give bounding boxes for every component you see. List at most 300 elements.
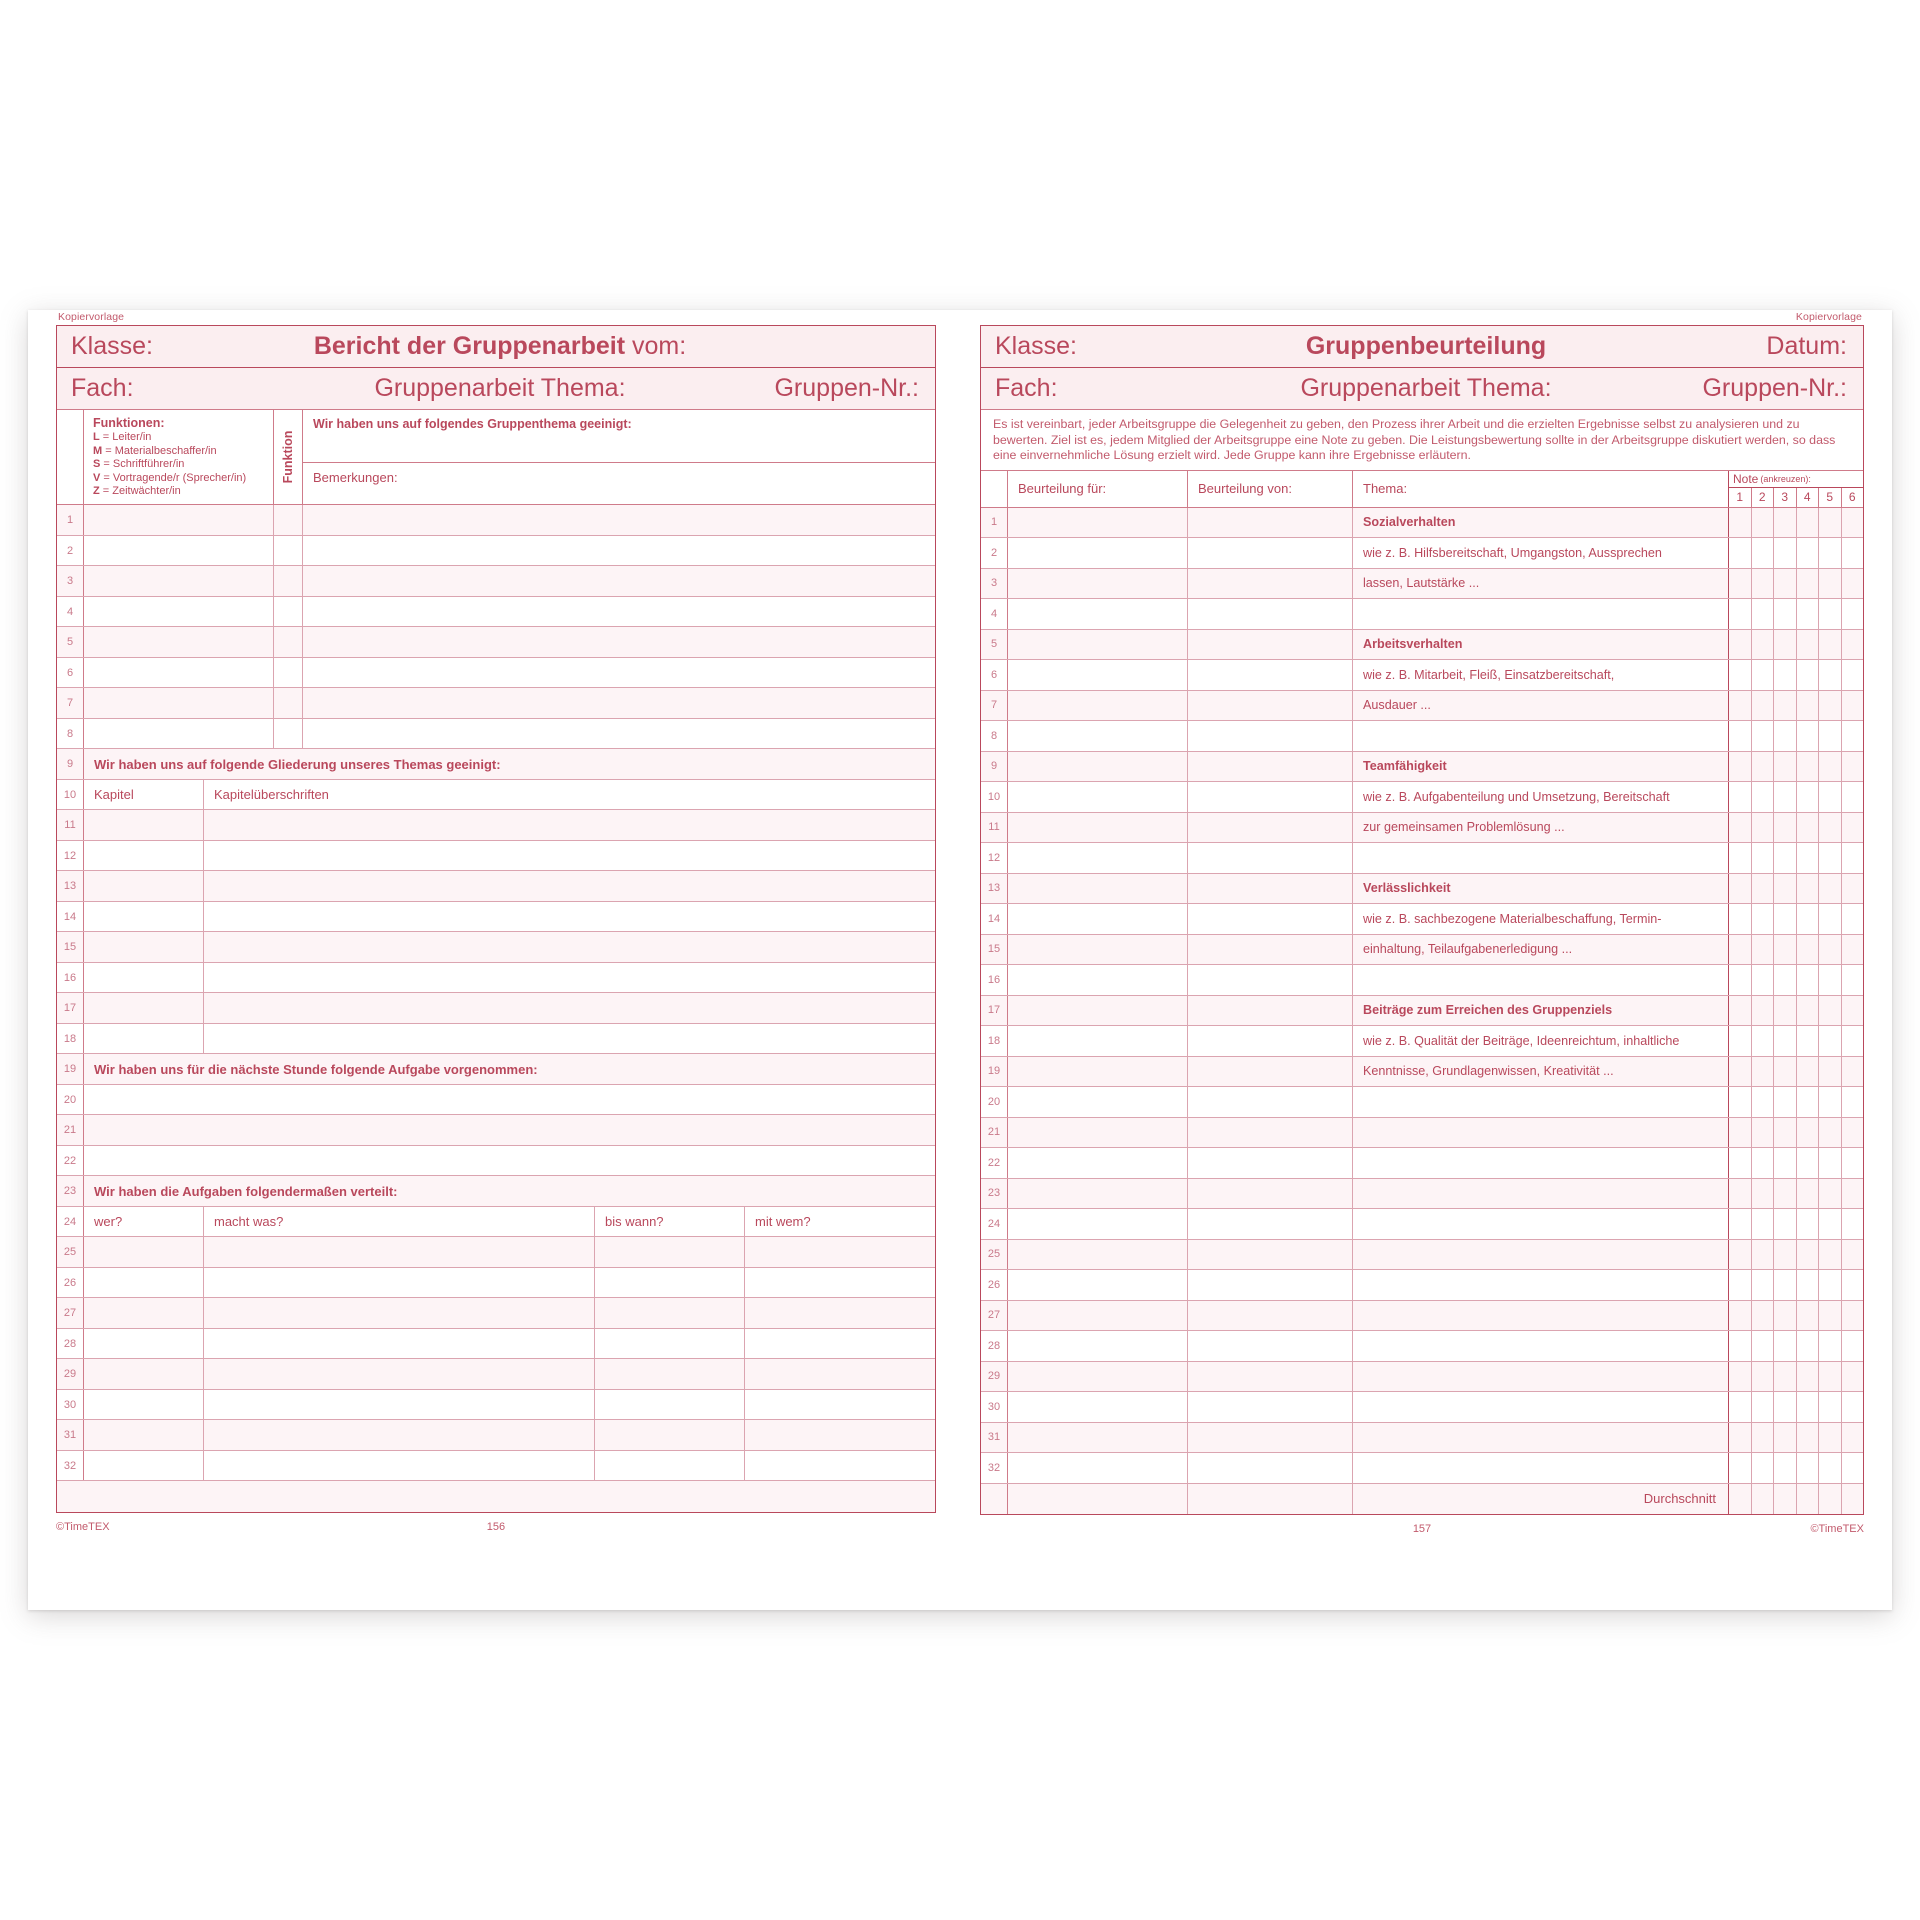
- bis-wann-cell[interactable]: [595, 1329, 745, 1359]
- thema-cell[interactable]: Ausdauer ...: [1363, 698, 1431, 713]
- grade-cell[interactable]: [1774, 1209, 1797, 1239]
- thema-cell[interactable]: [1353, 1148, 1728, 1178]
- grade-cell[interactable]: [1774, 1148, 1797, 1178]
- mit-wem-cell[interactable]: [745, 1268, 935, 1298]
- beurteilung-von-cell[interactable]: [1188, 1423, 1353, 1453]
- grade-cells[interactable]: [1728, 721, 1863, 751]
- grade-cell[interactable]: [1797, 599, 1820, 629]
- grade-cell[interactable]: [1752, 599, 1775, 629]
- table-row[interactable]: [981, 1453, 1863, 1484]
- table-row[interactable]: [57, 627, 935, 658]
- grade-cell[interactable]: [1842, 1240, 1864, 1270]
- grade-cell[interactable]: [1797, 904, 1820, 934]
- kapitel-titel-cell[interactable]: [204, 810, 935, 840]
- bis-wann-cell[interactable]: [595, 1420, 745, 1450]
- grade-cells[interactable]: [1728, 1209, 1863, 1239]
- grade-cell[interactable]: [1774, 630, 1797, 660]
- wer-cell[interactable]: [84, 1298, 204, 1328]
- grade-cells[interactable]: [1728, 508, 1863, 538]
- grade-cell[interactable]: [1774, 1240, 1797, 1270]
- member-name-cell[interactable]: [84, 566, 274, 596]
- beurteilung-von-cell[interactable]: [1188, 538, 1353, 568]
- table-row[interactable]: [981, 1118, 1863, 1149]
- bis-wann-cell[interactable]: [595, 1268, 745, 1298]
- grade-cell[interactable]: [1797, 874, 1820, 904]
- grade-cell[interactable]: [1752, 630, 1775, 660]
- member-funktion-cell[interactable]: [274, 658, 303, 688]
- table-row[interactable]: [981, 843, 1863, 874]
- grade-cells[interactable]: [1728, 660, 1863, 690]
- table-row[interactable]: [981, 813, 1863, 844]
- thema-cell[interactable]: zur gemeinsamen Problemlösung ...: [1363, 820, 1565, 835]
- beurteilung-fuer-cell[interactable]: [1008, 569, 1188, 599]
- bis-wann-cell[interactable]: [595, 1237, 745, 1267]
- member-name-cell[interactable]: [84, 627, 274, 657]
- beurteilung-von-cell[interactable]: [1188, 782, 1353, 812]
- member-note-cell[interactable]: [303, 658, 935, 688]
- grade-cell[interactable]: [1729, 599, 1752, 629]
- grade-cell[interactable]: [1752, 538, 1775, 568]
- grade-cell[interactable]: [1774, 660, 1797, 690]
- kapitel-cell[interactable]: [84, 871, 204, 901]
- grade-cell[interactable]: [1752, 721, 1775, 751]
- grade-cell[interactable]: [1819, 1148, 1842, 1178]
- wer-cell[interactable]: [84, 1268, 204, 1298]
- beurteilung-von-cell[interactable]: [1188, 599, 1353, 629]
- thema-cell[interactable]: [1353, 1087, 1728, 1117]
- grade-cell[interactable]: [1774, 935, 1797, 965]
- mit-wem-cell[interactable]: [745, 1359, 935, 1389]
- grade-cell[interactable]: [1842, 904, 1864, 934]
- thema-cell[interactable]: [1353, 721, 1728, 751]
- beurteilung-fuer-cell[interactable]: [1008, 1179, 1188, 1209]
- table-row[interactable]: [981, 1179, 1863, 1210]
- table-row[interactable]: [57, 871, 935, 902]
- grade-cell[interactable]: [1774, 508, 1797, 538]
- table-row[interactable]: [57, 566, 935, 597]
- beurteilung-fuer-cell[interactable]: [1008, 1423, 1188, 1453]
- grade-cell[interactable]: [1797, 1209, 1820, 1239]
- grade-cell[interactable]: [1819, 1057, 1842, 1087]
- member-funktion-cell[interactable]: [274, 688, 303, 718]
- beurteilung-fuer-cell[interactable]: [1008, 1270, 1188, 1300]
- grade-cell[interactable]: [1752, 1057, 1775, 1087]
- table-row[interactable]: [981, 538, 1863, 569]
- kapitel-titel-cell[interactable]: [204, 993, 935, 1023]
- grade-cell[interactable]: [1797, 630, 1820, 660]
- grade-cell[interactable]: [1797, 1057, 1820, 1087]
- table-row-trailing[interactable]: [57, 1481, 935, 1512]
- member-name-cell[interactable]: [84, 597, 274, 627]
- grade-cell[interactable]: [1842, 935, 1864, 965]
- grade-cell[interactable]: [1819, 1423, 1842, 1453]
- grade-cells[interactable]: [1728, 1331, 1863, 1361]
- grade-cell[interactable]: [1842, 1270, 1864, 1300]
- macht-was-cell[interactable]: [204, 1298, 595, 1328]
- member-note-cell[interactable]: [303, 627, 935, 657]
- grade-cell[interactable]: [1842, 1148, 1864, 1178]
- grade-cell[interactable]: [1819, 660, 1842, 690]
- grade-cell[interactable]: [1842, 569, 1864, 599]
- thema-cell[interactable]: [1353, 1392, 1728, 1422]
- grade-cells[interactable]: [1728, 874, 1863, 904]
- thema-cell[interactable]: Sozialverhalten: [1363, 515, 1456, 530]
- grade-cell[interactable]: [1797, 1331, 1820, 1361]
- grade-cell[interactable]: [1774, 1453, 1797, 1483]
- mit-wem-cell[interactable]: [745, 1237, 935, 1267]
- grade-cell[interactable]: [1752, 508, 1775, 538]
- grade-cell[interactable]: [1842, 1026, 1864, 1056]
- beurteilung-von-cell[interactable]: [1188, 1209, 1353, 1239]
- beurteilung-von-cell[interactable]: [1188, 1118, 1353, 1148]
- macht-was-cell[interactable]: [204, 1268, 595, 1298]
- grade-cell[interactable]: [1752, 1270, 1775, 1300]
- table-row[interactable]: [57, 1146, 935, 1177]
- beurteilung-von-cell[interactable]: [1188, 1148, 1353, 1178]
- thema-cell[interactable]: [1353, 1331, 1728, 1361]
- beurteilung-von-cell[interactable]: [1188, 874, 1353, 904]
- thema-cell[interactable]: Beiträge zum Erreichen des Gruppenziels: [1363, 1003, 1613, 1018]
- grade-cell[interactable]: [1729, 843, 1752, 873]
- grade-cell[interactable]: [1797, 569, 1820, 599]
- grade-cell[interactable]: [1752, 1392, 1775, 1422]
- grade-cell[interactable]: [1774, 1179, 1797, 1209]
- grade-cell[interactable]: [1774, 1484, 1797, 1515]
- grade-cells[interactable]: [1728, 752, 1863, 782]
- beurteilung-von-cell[interactable]: [1188, 1331, 1353, 1361]
- grade-cells[interactable]: [1728, 630, 1863, 660]
- thema-cell[interactable]: Verlässlichkeit: [1363, 881, 1451, 896]
- table-row[interactable]: [981, 1026, 1863, 1057]
- grade-cells[interactable]: [1728, 1453, 1863, 1483]
- grade-cells[interactable]: [1728, 1392, 1863, 1422]
- beurteilung-fuer-cell[interactable]: [1008, 996, 1188, 1026]
- table-row[interactable]: [57, 536, 935, 567]
- member-funktion-cell[interactable]: [274, 505, 303, 535]
- grade-cells[interactable]: [1728, 1057, 1863, 1087]
- beurteilung-von-cell[interactable]: [1188, 1453, 1353, 1483]
- grade-cell[interactable]: [1842, 538, 1864, 568]
- beurteilung-fuer-cell[interactable]: [1008, 965, 1188, 995]
- grade-cell[interactable]: [1774, 813, 1797, 843]
- table-row[interactable]: [981, 1331, 1863, 1362]
- grade-cells[interactable]: [1728, 1301, 1863, 1331]
- grade-cell[interactable]: [1842, 813, 1864, 843]
- table-row[interactable]: [981, 508, 1863, 539]
- beurteilung-von-cell[interactable]: [1188, 1087, 1353, 1117]
- member-note-cell[interactable]: [303, 688, 935, 718]
- grade-cell[interactable]: [1752, 1209, 1775, 1239]
- beurteilung-fuer-cell[interactable]: [1008, 1362, 1188, 1392]
- table-row[interactable]: [981, 721, 1863, 752]
- grade-cell[interactable]: [1729, 691, 1752, 721]
- grade-cell[interactable]: [1774, 1118, 1797, 1148]
- grade-cell[interactable]: [1842, 996, 1864, 1026]
- grade-cell[interactable]: [1774, 1392, 1797, 1422]
- thema-cell[interactable]: [1353, 1362, 1728, 1392]
- grade-cell[interactable]: [1752, 660, 1775, 690]
- macht-was-cell[interactable]: [204, 1420, 595, 1450]
- grade-cell[interactable]: [1774, 538, 1797, 568]
- grade-cell[interactable]: [1842, 1118, 1864, 1148]
- grade-cell[interactable]: [1752, 843, 1775, 873]
- table-row[interactable]: [57, 1085, 935, 1116]
- grade-cell[interactable]: [1842, 874, 1864, 904]
- grade-cell[interactable]: [1819, 569, 1842, 599]
- beurteilung-von-cell[interactable]: [1188, 996, 1353, 1026]
- beurteilung-fuer-cell[interactable]: [1008, 1087, 1188, 1117]
- grade-cells[interactable]: [1728, 843, 1863, 873]
- grade-cells[interactable]: [1728, 569, 1863, 599]
- aufgabe-cell[interactable]: [84, 1146, 935, 1176]
- beurteilung-fuer-cell[interactable]: [1008, 538, 1188, 568]
- grade-cells[interactable]: [1728, 935, 1863, 965]
- wer-cell[interactable]: [84, 1329, 204, 1359]
- grade-cell[interactable]: [1842, 721, 1864, 751]
- durchschnitt-grade-cells[interactable]: [1728, 1484, 1863, 1515]
- table-row[interactable]: [57, 1024, 935, 1055]
- member-note-cell[interactable]: [303, 505, 935, 535]
- grade-cell[interactable]: [1797, 1087, 1820, 1117]
- kapitel-cell[interactable]: [84, 932, 204, 962]
- table-row[interactable]: [57, 932, 935, 963]
- grade-cell[interactable]: [1819, 904, 1842, 934]
- grade-cell[interactable]: [1752, 1362, 1775, 1392]
- member-note-cell[interactable]: [303, 719, 935, 749]
- grade-cell[interactable]: [1729, 1118, 1752, 1148]
- grade-cells[interactable]: [1728, 1423, 1863, 1453]
- thema-cell[interactable]: einhaltung, Teilaufgabenerledigung ...: [1363, 942, 1573, 957]
- table-row[interactable]: [57, 1390, 935, 1421]
- grade-cell[interactable]: [1752, 1301, 1775, 1331]
- grade-cell[interactable]: [1729, 1331, 1752, 1361]
- grade-cell[interactable]: [1729, 904, 1752, 934]
- aufgabe-cell[interactable]: [84, 1115, 935, 1145]
- grade-cell[interactable]: [1752, 1026, 1775, 1056]
- grade-cell[interactable]: [1752, 874, 1775, 904]
- grade-cell[interactable]: [1819, 1392, 1842, 1422]
- grade-cell[interactable]: [1729, 1362, 1752, 1392]
- beurteilung-von-cell[interactable]: [1188, 1301, 1353, 1331]
- grade-cell[interactable]: [1842, 752, 1864, 782]
- grade-cell[interactable]: [1729, 1209, 1752, 1239]
- table-row[interactable]: [57, 1359, 935, 1390]
- thema-cell[interactable]: [1353, 1453, 1728, 1483]
- beurteilung-von-cell[interactable]: [1188, 1057, 1353, 1087]
- beurteilung-von-cell[interactable]: [1188, 569, 1353, 599]
- grade-cell[interactable]: [1819, 508, 1842, 538]
- kapitel-titel-cell[interactable]: [204, 871, 935, 901]
- grade-cell[interactable]: [1797, 965, 1820, 995]
- grade-cell[interactable]: [1842, 965, 1864, 995]
- grade-cell[interactable]: [1797, 1240, 1820, 1270]
- beurteilung-fuer-cell[interactable]: [1008, 874, 1188, 904]
- table-row[interactable]: [981, 1057, 1863, 1088]
- grade-cell[interactable]: [1842, 1301, 1864, 1331]
- kapitel-cell[interactable]: [84, 963, 204, 993]
- beurteilung-fuer-cell[interactable]: [1008, 752, 1188, 782]
- beurteilung-von-cell[interactable]: [1188, 965, 1353, 995]
- mit-wem-cell[interactable]: [745, 1329, 935, 1359]
- kapitel-titel-cell[interactable]: [204, 902, 935, 932]
- table-row[interactable]: [981, 1270, 1863, 1301]
- grade-cell[interactable]: [1797, 782, 1820, 812]
- thema-cell[interactable]: [1353, 599, 1728, 629]
- grade-cell[interactable]: [1729, 965, 1752, 995]
- beurteilung-von-cell[interactable]: [1188, 1270, 1353, 1300]
- grade-cell[interactable]: [1752, 752, 1775, 782]
- grade-cell[interactable]: [1774, 1423, 1797, 1453]
- grade-cell[interactable]: [1819, 1331, 1842, 1361]
- kapitel-titel-cell[interactable]: [204, 932, 935, 962]
- grade-cell[interactable]: [1819, 752, 1842, 782]
- grade-cell[interactable]: [1774, 752, 1797, 782]
- bis-wann-cell[interactable]: [595, 1390, 745, 1420]
- mit-wem-cell[interactable]: [745, 1451, 935, 1481]
- beurteilung-fuer-cell[interactable]: [1008, 1331, 1188, 1361]
- grade-cell[interactable]: [1729, 1453, 1752, 1483]
- grade-cell[interactable]: [1729, 569, 1752, 599]
- member-name-cell[interactable]: [84, 658, 274, 688]
- beurteilung-von-cell[interactable]: [1188, 935, 1353, 965]
- beurteilung-fuer-cell[interactable]: [1008, 1240, 1188, 1270]
- grade-cell[interactable]: [1819, 843, 1842, 873]
- grade-cells[interactable]: [1728, 1087, 1863, 1117]
- grade-cell[interactable]: [1752, 569, 1775, 599]
- kapitel-cell[interactable]: [84, 993, 204, 1023]
- beurteilung-von-cell[interactable]: [1188, 813, 1353, 843]
- grade-cells[interactable]: [1728, 1240, 1863, 1270]
- grade-cells[interactable]: [1728, 1362, 1863, 1392]
- grade-cell[interactable]: [1774, 569, 1797, 599]
- thema-cell[interactable]: [1353, 1240, 1728, 1270]
- beurteilung-von-cell[interactable]: [1188, 843, 1353, 873]
- beurteilung-fuer-cell[interactable]: [1008, 843, 1188, 873]
- grade-cell[interactable]: [1729, 1057, 1752, 1087]
- grade-cell[interactable]: [1819, 691, 1842, 721]
- grade-cells[interactable]: [1728, 782, 1863, 812]
- grade-cell[interactable]: [1797, 721, 1820, 751]
- grade-cells[interactable]: [1728, 1026, 1863, 1056]
- grade-cell[interactable]: [1797, 508, 1820, 538]
- kapitel-titel-cell[interactable]: [204, 1024, 935, 1054]
- table-row[interactable]: [57, 505, 935, 536]
- grade-cell[interactable]: [1797, 1270, 1820, 1300]
- table-row[interactable]: [981, 569, 1863, 600]
- wer-cell[interactable]: [84, 1390, 204, 1420]
- kapitel-cell[interactable]: [84, 810, 204, 840]
- grade-cell[interactable]: [1842, 660, 1864, 690]
- member-funktion-cell[interactable]: [274, 719, 303, 749]
- grade-cell[interactable]: [1842, 630, 1864, 660]
- grade-cell[interactable]: [1842, 508, 1864, 538]
- thema-cell[interactable]: Kenntnisse, Grundlagenwissen, Kreativität ...: [1363, 1064, 1614, 1079]
- thema-cell[interactable]: wie z. B. Qualität der Beiträge, Ideenreichtum, inhaltliche: [1363, 1033, 1680, 1048]
- table-row[interactable]: [981, 1392, 1863, 1423]
- member-name-cell[interactable]: [84, 688, 274, 718]
- member-funktion-cell[interactable]: [274, 597, 303, 627]
- grade-cell[interactable]: [1797, 843, 1820, 873]
- grade-cell[interactable]: [1819, 1362, 1842, 1392]
- grade-cell[interactable]: [1797, 752, 1820, 782]
- table-row[interactable]: [57, 1329, 935, 1360]
- beurteilung-fuer-cell[interactable]: [1008, 1118, 1188, 1148]
- thema-cell[interactable]: [1353, 1179, 1728, 1209]
- grade-cell[interactable]: [1729, 782, 1752, 812]
- grade-cell[interactable]: [1729, 508, 1752, 538]
- table-row[interactable]: [57, 1420, 935, 1451]
- grade-cell[interactable]: [1752, 1240, 1775, 1270]
- table-row[interactable]: [57, 719, 935, 750]
- grade-cell[interactable]: [1797, 1118, 1820, 1148]
- table-row[interactable]: [981, 904, 1863, 935]
- table-row[interactable]: [57, 1298, 935, 1329]
- grade-cell[interactable]: [1752, 1331, 1775, 1361]
- grade-cell[interactable]: [1797, 1423, 1820, 1453]
- kapitel-cell[interactable]: [84, 902, 204, 932]
- grade-cell[interactable]: [1842, 1179, 1864, 1209]
- table-row[interactable]: [57, 688, 935, 719]
- table-row[interactable]: [57, 1268, 935, 1299]
- mit-wem-cell[interactable]: [745, 1420, 935, 1450]
- grade-cell[interactable]: [1797, 660, 1820, 690]
- grade-cell[interactable]: [1797, 538, 1820, 568]
- kapitel-titel-cell[interactable]: [204, 963, 935, 993]
- beurteilung-fuer-cell[interactable]: [1008, 691, 1188, 721]
- grade-cell[interactable]: [1729, 1026, 1752, 1056]
- table-row[interactable]: [981, 1240, 1863, 1271]
- table-row[interactable]: [981, 752, 1863, 783]
- grade-cell[interactable]: [1819, 1484, 1842, 1515]
- grade-cell[interactable]: [1797, 1362, 1820, 1392]
- table-row[interactable]: [57, 963, 935, 994]
- table-row[interactable]: [981, 874, 1863, 905]
- grade-cell[interactable]: [1797, 1179, 1820, 1209]
- grade-cell[interactable]: [1752, 691, 1775, 721]
- beurteilung-fuer-cell[interactable]: [1008, 599, 1188, 629]
- beurteilung-fuer-cell[interactable]: [1008, 1057, 1188, 1087]
- beurteilung-fuer-cell[interactable]: [1008, 782, 1188, 812]
- table-row[interactable]: [981, 1362, 1863, 1393]
- beurteilung-von-cell[interactable]: [1188, 1026, 1353, 1056]
- grade-cell[interactable]: [1729, 813, 1752, 843]
- beurteilung-von-cell[interactable]: [1188, 752, 1353, 782]
- beurteilung-fuer-cell[interactable]: [1008, 904, 1188, 934]
- grade-cell[interactable]: [1842, 1087, 1864, 1117]
- grade-cells[interactable]: [1728, 599, 1863, 629]
- grade-cell[interactable]: [1729, 1240, 1752, 1270]
- grade-cell[interactable]: [1729, 660, 1752, 690]
- grade-cell[interactable]: [1819, 782, 1842, 812]
- table-row[interactable]: [981, 1087, 1863, 1118]
- thema-cell[interactable]: Teamfähigkeit: [1363, 759, 1447, 774]
- wer-cell[interactable]: [84, 1237, 204, 1267]
- grade-cell[interactable]: [1842, 782, 1864, 812]
- table-row[interactable]: [981, 1423, 1863, 1454]
- grade-cell[interactable]: [1774, 1331, 1797, 1361]
- table-row[interactable]: [981, 1209, 1863, 1240]
- beurteilung-fuer-cell[interactable]: [1008, 660, 1188, 690]
- grade-cell[interactable]: [1752, 904, 1775, 934]
- grade-cell[interactable]: [1842, 1057, 1864, 1087]
- grade-cell[interactable]: [1729, 1301, 1752, 1331]
- grade-cell[interactable]: [1819, 1240, 1842, 1270]
- grade-cell[interactable]: [1752, 965, 1775, 995]
- grade-cells[interactable]: [1728, 813, 1863, 843]
- bis-wann-cell[interactable]: [595, 1298, 745, 1328]
- grade-cells[interactable]: [1728, 1118, 1863, 1148]
- grade-cell[interactable]: [1752, 1179, 1775, 1209]
